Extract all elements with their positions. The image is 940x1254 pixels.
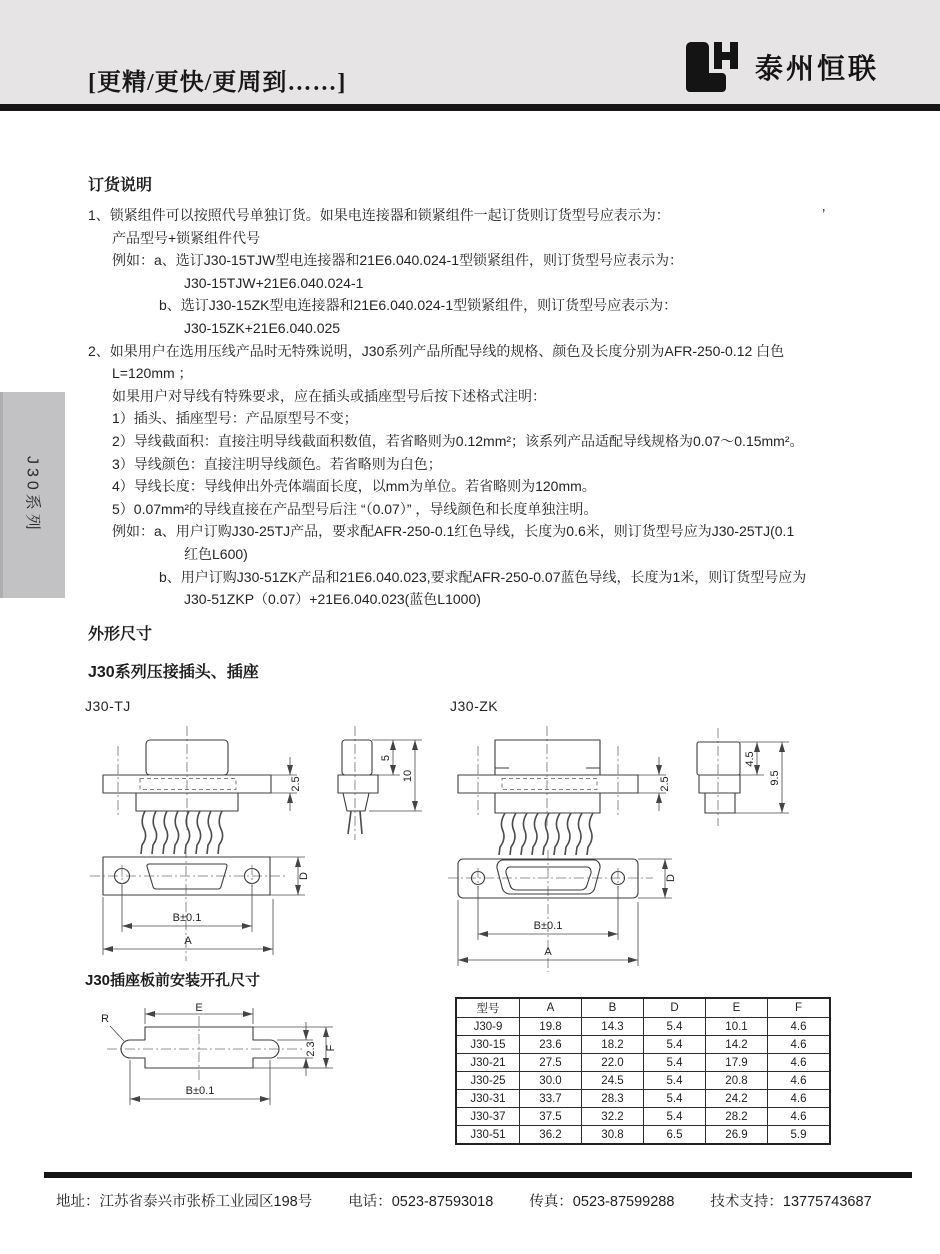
table-cell: J30-51: [456, 1126, 520, 1145]
zk-side-view: [458, 726, 671, 855]
zk-dim-a: A: [544, 946, 552, 958]
table-cell: 5.4: [644, 1018, 706, 1036]
spec-table-header-row: [456, 998, 830, 1018]
tj-dim-flange: 2.5: [290, 776, 302, 792]
table-cell: 23.6: [520, 1036, 582, 1054]
ordering-line: J30-51ZKP（0.07）+21E6.040.023(蓝色L1000): [184, 591, 481, 608]
series-subtitle: J30系列压接插头、插座: [88, 664, 259, 681]
ordering-line: 如果用户对导线有特殊要求，应在插头或插座型号后按下述格式注明：: [112, 387, 546, 404]
tj-dim-top: 5: [380, 754, 392, 762]
column-header: D: [644, 998, 706, 1018]
table-row: [456, 1090, 830, 1108]
zk-dim-d: D: [665, 874, 677, 882]
table-cell: 5.4: [644, 1072, 706, 1090]
ordering-line: 2、如果用户在选用压线产品时无特殊说明，J30系列产品所配导线的规格、颜色及长度分别为AFR-250-0.12 白色: [88, 342, 785, 359]
stray-mark: ’: [822, 206, 826, 223]
footer-divider: [44, 1172, 912, 1178]
lh-logo-icon: [686, 42, 746, 92]
column-header: 型号: [456, 998, 520, 1018]
ordering-line: 例如：a、用户订购J30-25TJ产品，要求配AFR-250-0.1红色导线，长度为0.6米，则订货型号应为J30-25TJ(0.1: [112, 523, 795, 540]
cutout-section-title: J30插座板前安装开孔尺寸: [85, 972, 261, 989]
table-cell: 26.9: [706, 1126, 768, 1145]
ordering-line: 2）导线截面积：直接注明导线截面积数值，若省略则为0.12mm²；该系列产品适配导线规格为0.07～0.15mm²。: [112, 432, 804, 449]
drawing-label-zk: J30-ZK: [450, 698, 499, 714]
outline-section-title: 外形尺寸: [88, 626, 153, 643]
table-cell: 6.5: [644, 1126, 706, 1145]
column-header: E: [706, 998, 768, 1018]
table-row: [456, 1126, 830, 1145]
zk-dim-overall: 9.5: [769, 770, 781, 786]
table-cell: 4.6: [768, 1108, 831, 1126]
footer-item: 电话：0523-87593018: [348, 1194, 494, 1210]
footer-item: 地址：江苏省泰兴市张桥工业园区198号: [56, 1194, 313, 1210]
footer-item: 传真：0523-87599288: [529, 1194, 675, 1210]
ordering-line: 1）插头、插座型号：产品原型号不变；: [112, 410, 358, 427]
spec-table-body: [456, 1018, 830, 1145]
tj-dim-a: A: [184, 935, 192, 947]
table-row: [456, 1054, 830, 1072]
ordering-line: b、选订J30-15ZK型电连接器和21E6.040.024-1型锁紧组件，则订货型号应表示为：: [159, 297, 678, 314]
table-cell: 28.3: [582, 1090, 644, 1108]
table-cell: 4.6: [768, 1036, 831, 1054]
dimension-table: [455, 997, 831, 1145]
table-cell: 30.8: [582, 1126, 644, 1145]
table-cell: 33.7: [520, 1090, 582, 1108]
brand-name: 泰州恒联: [755, 53, 880, 84]
zk-dim-flange: 2.5: [659, 776, 671, 792]
table-cell: 20.8: [706, 1072, 768, 1090]
zk-technical-drawing: [448, 718, 808, 978]
table-cell: 4.6: [768, 1072, 831, 1090]
footer-items: [56, 1190, 872, 1211]
table-cell: 5.4: [644, 1036, 706, 1054]
ordering-line: 产品型号+锁紧组件代号: [112, 229, 261, 246]
table-cell: 30.0: [520, 1072, 582, 1090]
ordering-line: b、用户订购J30-51ZK产品和21E6.040.023,要求配AFR-250-0.07蓝色导线，长度为1米，则订货型号应为: [159, 568, 807, 585]
tj-dim-d: D: [298, 872, 310, 880]
tj-dim-overall: 10: [402, 769, 414, 783]
cutout-dim-slot: 2.3: [305, 1041, 317, 1057]
table-cell: 32.2: [582, 1108, 644, 1126]
column-header: F: [768, 998, 831, 1018]
company-logo: [686, 42, 879, 92]
table-cell: 5.4: [644, 1108, 706, 1126]
sidebar-tab-j30-series: [0, 392, 65, 598]
tj-profile-view: [338, 726, 422, 840]
zk-dim-b: B±0.1: [533, 920, 563, 932]
table-row: [456, 1018, 830, 1036]
table-row: [456, 1036, 830, 1054]
table-cell: 5.9: [768, 1126, 831, 1145]
ordering-line: 红色L600): [184, 545, 248, 562]
cutout-dim-e: E: [195, 1002, 203, 1014]
table-cell: J30-25: [456, 1072, 520, 1090]
ordering-line: 4）导线长度：导线伸出外壳体端面长度，以mm为单位。若省略则为120mm。: [112, 478, 596, 495]
table-cell: 24.5: [582, 1072, 644, 1090]
table-row: [456, 1108, 830, 1126]
table-cell: 4.6: [768, 1090, 831, 1108]
table-cell: 14.2: [706, 1036, 768, 1054]
ordering-line: J30-15ZK+21E6.040.025: [184, 319, 341, 336]
table-cell: 28.2: [706, 1108, 768, 1126]
table-cell: 5.4: [644, 1090, 706, 1108]
ordering-line: 例如：a、选订J30-15TJW型电连接器和21E6.040.024-1型锁紧组件，则订货型号应表示为：: [112, 252, 683, 269]
ordering-line: L=120mm ；: [112, 365, 193, 382]
table-row: [456, 1072, 830, 1090]
table-cell: 37.5: [520, 1108, 582, 1126]
ordering-line: 5）0.07mm²的导线直接在产品型号后注 “（0.07）” ，导线颜色和长度单独注明。: [112, 500, 598, 517]
table-cell: 19.8: [520, 1018, 582, 1036]
cutout-dim-r: R: [101, 1013, 109, 1025]
table-cell: 24.2: [706, 1090, 768, 1108]
table-cell: 18.2: [582, 1036, 644, 1054]
table-cell: 36.2: [520, 1126, 582, 1145]
table-cell: 5.4: [644, 1054, 706, 1072]
tj-technical-drawing: [85, 718, 435, 964]
column-header: B: [582, 998, 644, 1018]
drawing-label-tj: J30-TJ: [85, 698, 131, 714]
table-cell: J30-9: [456, 1018, 520, 1036]
cutout-dim-f: F: [325, 1044, 337, 1052]
footer-item: 技术支持：13775743687: [710, 1194, 872, 1210]
table-cell: J30-37: [456, 1108, 520, 1126]
zk-dim-top: 4.5: [744, 751, 756, 767]
cutout-dim-b: B±0.1: [185, 1085, 215, 1097]
zk-front-view: [448, 850, 677, 972]
sidebar-tab-label: J30系列: [23, 456, 41, 534]
ordering-line: 3）导线颜色：直接注明导线颜色。若省略则为白色；: [112, 455, 442, 472]
ordering-lines: [88, 204, 806, 611]
cutout-drawing: [85, 1000, 375, 1120]
tj-side-view: [103, 726, 302, 854]
tj-front-view: [90, 848, 310, 961]
header-divider: [0, 104, 940, 111]
table-cell: 22.0: [582, 1054, 644, 1072]
table-cell: J30-31: [456, 1090, 520, 1108]
ordering-line: 1、锁紧组件可以按照代号单独订货。如果电连接器和锁紧组件一起订货则订货型号应表示为：: [88, 207, 670, 223]
table-cell: J30-15: [456, 1036, 520, 1054]
table-cell: 10.1: [706, 1018, 768, 1036]
table-cell: 4.6: [768, 1018, 831, 1036]
table-cell: 4.6: [768, 1054, 831, 1072]
table-cell: 27.5: [520, 1054, 582, 1072]
company-slogan: [更精/更快/更周到……]: [88, 70, 347, 96]
table-cell: 17.9: [706, 1054, 768, 1072]
table-cell: J30-21: [456, 1054, 520, 1072]
ordering-section-title: 订货说明: [88, 177, 153, 194]
table-cell: 14.3: [582, 1018, 644, 1036]
tj-dim-b: B±0.1: [172, 912, 202, 924]
column-header: A: [520, 998, 582, 1018]
zk-profile-view: [697, 728, 789, 826]
ordering-line: J30-15TJW+21E6.040.024-1: [184, 274, 364, 291]
